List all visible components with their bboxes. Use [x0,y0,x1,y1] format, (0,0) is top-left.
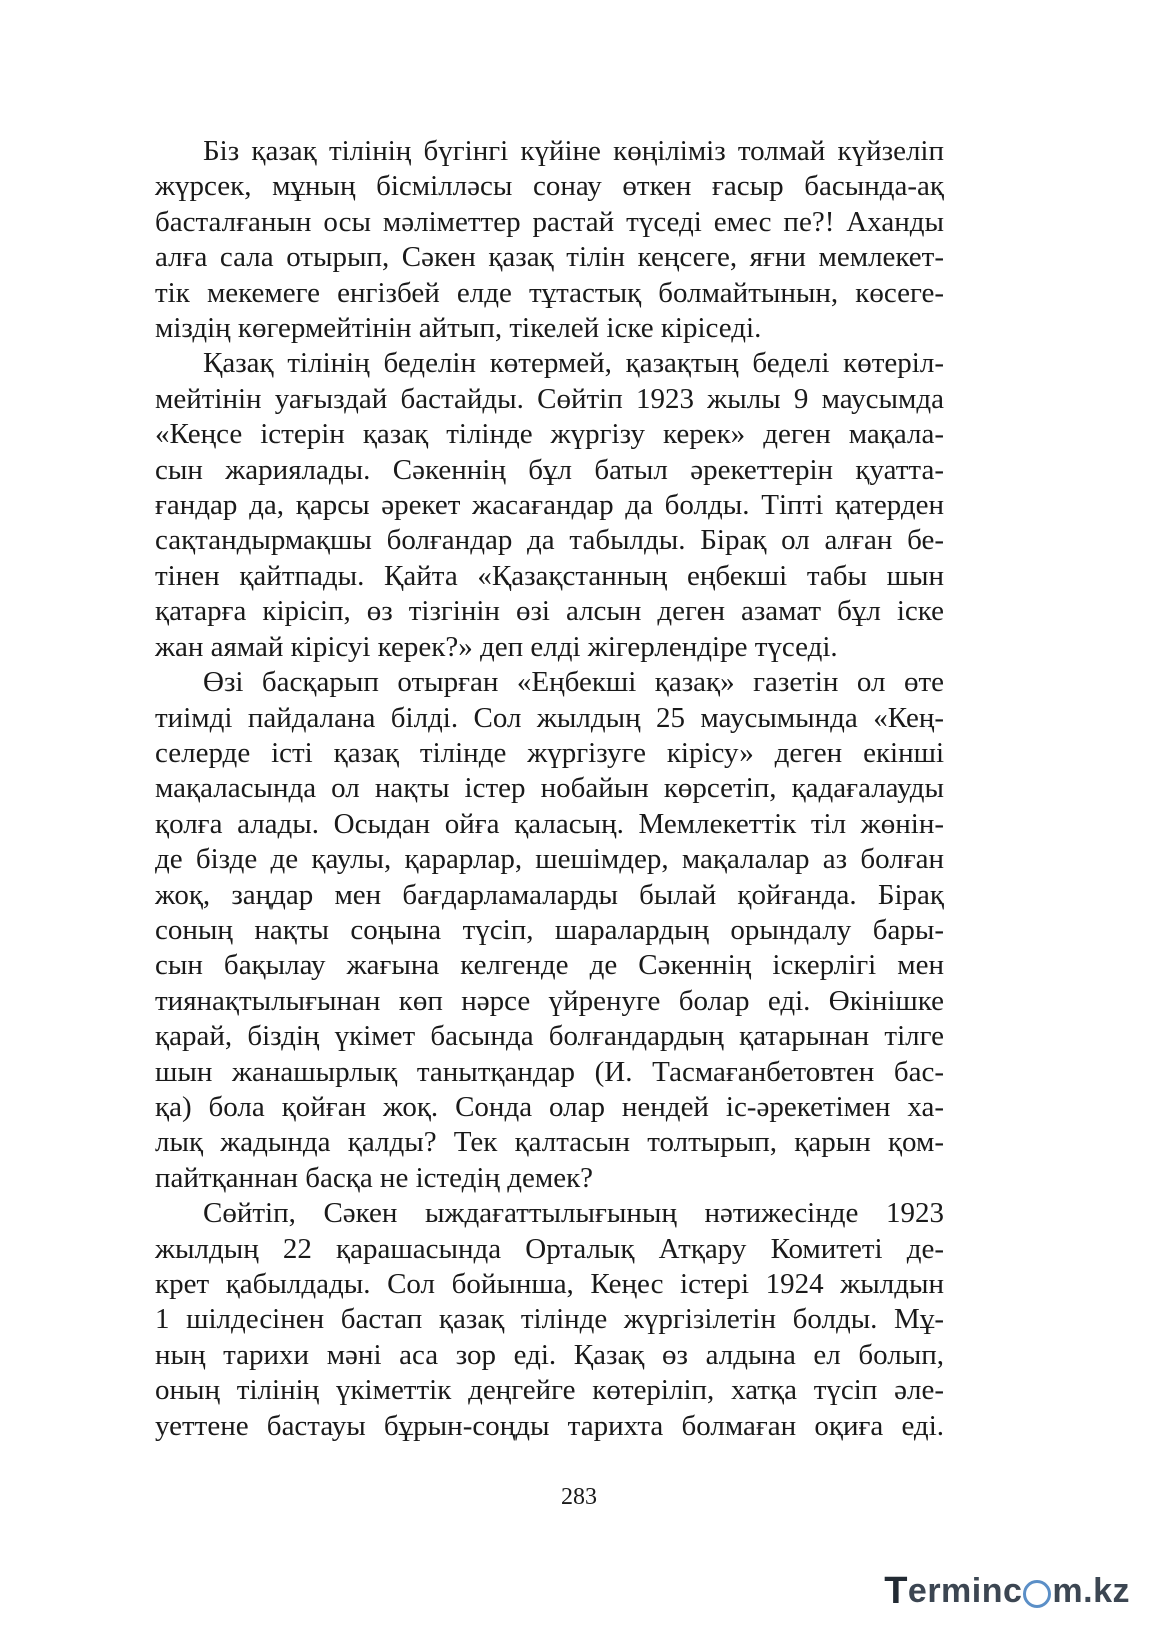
watermark-text-middle: erminc [907,1572,1023,1610]
text-line: басталғанын осы мəліметтер растай түседі емес пе?! Аханды [155,205,944,238]
text-line: тінен қайтпады. Қайта «Қазақстанның еңбекші табы шын [155,559,944,592]
termincom-watermark-logo [884,1570,1130,1613]
text-line: міздің көгермейтінін айтып, тікелей іске кіріседі. [155,312,762,345]
text-line: тік мекемеге енгізбей елде тұтастық болмайтынын, көсеге- [155,276,944,309]
text-line: қарай, біздің үкімет басында болғандардың қатарынан тілге [155,1020,944,1053]
text-line: соның нақты соңына түсіп, шаралардың орындалу бары- [155,913,944,946]
text-line: Өзі басқарып отырған «Еңбекші қазақ» газетін ол өте [203,666,944,699]
text-line: де бізде де қаулы, қарарлар, шешімдер, мақалалар аз болған [155,843,944,876]
text-line: «Кеңсе істерін қазақ тілінде жүргізу керек» деген мақала- [155,418,944,451]
text-line: тиянақтылығынан көп нəрсе үйренуге болар еді. Өкінішке [155,984,944,1017]
text-line: Сөйтіп, Сəкен ыждағаттылығының нəтижесінде 1923 [203,1197,944,1230]
paragraph [155,1196,944,1444]
magnifier-icon [1023,1580,1051,1608]
text-line: крет қабылдады. Сол бойынша, Кеңес істері 1924 жылдын [155,1268,944,1300]
text-line: уеттене бастауы бұрын-соңды тарихта болмаған оқиға еді. [155,1409,944,1442]
text-line: оның тілінің үкіметтік деңгейге көтеріліп, хатқа түсіп əле- [155,1374,944,1407]
watermark-text-suffix: m.kz [1052,1572,1130,1610]
text-line: жүрсек, мұның бісміллəсы сонау өткен ғасыр басында-ақ [155,170,944,203]
watermark-letter-t: T [884,1570,908,1612]
text-line: жоқ, заңдар мен бағдарламаларды былай қойғанда. Бірақ [155,878,944,911]
text-line: жан аямай кірісуі керек?» деп елді жігерлендіре түседі. [155,630,838,663]
paragraph [155,346,944,665]
text-line: қолға алады. Осыдан ойға қаласың. Мемлекеттік тіл жөнін- [155,807,944,840]
text-line: селерде істі қазақ тілінде жүргізуге кірісу» деген екінші [155,736,944,769]
text-line: сақтандырмақшы болғандар да табылды. Бірақ ол алған бе- [155,524,944,557]
text-line: 1 шілдесінен бастап қазақ тілінде жүргізілетін болды. Мұ- [155,1303,944,1336]
text-line: шын жанашырлық танытқандар (И. Тасмағанбетовтен бас- [155,1055,944,1088]
text-line: ның тарихи мəні аса зор еді. Қазақ өз алдына ел болып, [155,1338,944,1371]
text-line: қа) бола қойған жоқ. Сонда олар нендей іс-əрекетімен ха- [155,1090,944,1123]
text-line: Біз қазақ тілінің бүгінгі күйіне көңіліміз толмай күйзеліп [203,135,944,167]
body-text [155,134,944,1444]
text-line: алға сала отырып, Сəкен қазақ тілін кеңсеге, яғни мемлекет- [155,241,944,274]
text-line: пайтқаннан басқа не істедің демек? [155,1161,594,1194]
text-line: тиімді пайдалана білді. Сол жылдың 25 маусымында «Кең- [155,701,944,734]
text-line: мейтінін уағыздай бастайды. Сөйтіп 1923 жылы 9 маусымда [155,382,944,415]
text-line: мақаласында ол нақты істер нобайын көрсетіп, қадағалауды [155,772,944,805]
text-line: сын жариялады. Сəкеннің бұл батыл əрекеттерін қуатта- [155,453,944,486]
paragraph [155,665,944,1196]
text-line: лық жадында қалды? Тек қалтасын толтырып, қарын қом- [155,1126,944,1159]
text-line: қатарға кірісіп, өз тізгінін өзі алсын деген азамат бұл іске [155,595,944,628]
paragraph [155,134,944,346]
text-line: жылдың 22 қарашасында Орталық Атқару Комитеті де- [155,1232,944,1265]
text-line: ғандар да, қарсы əрекет жасағандар да болды. Тіпті қатерден [155,489,944,522]
text-line: сын бақылау жағына келгенде де Сəкеннің іскерлігі мен [155,949,944,982]
page-number: 283 [561,1484,597,1510]
text-line: Қазақ тілінің беделін көтермей, қазақтың беделі көтеріл- [203,347,944,380]
